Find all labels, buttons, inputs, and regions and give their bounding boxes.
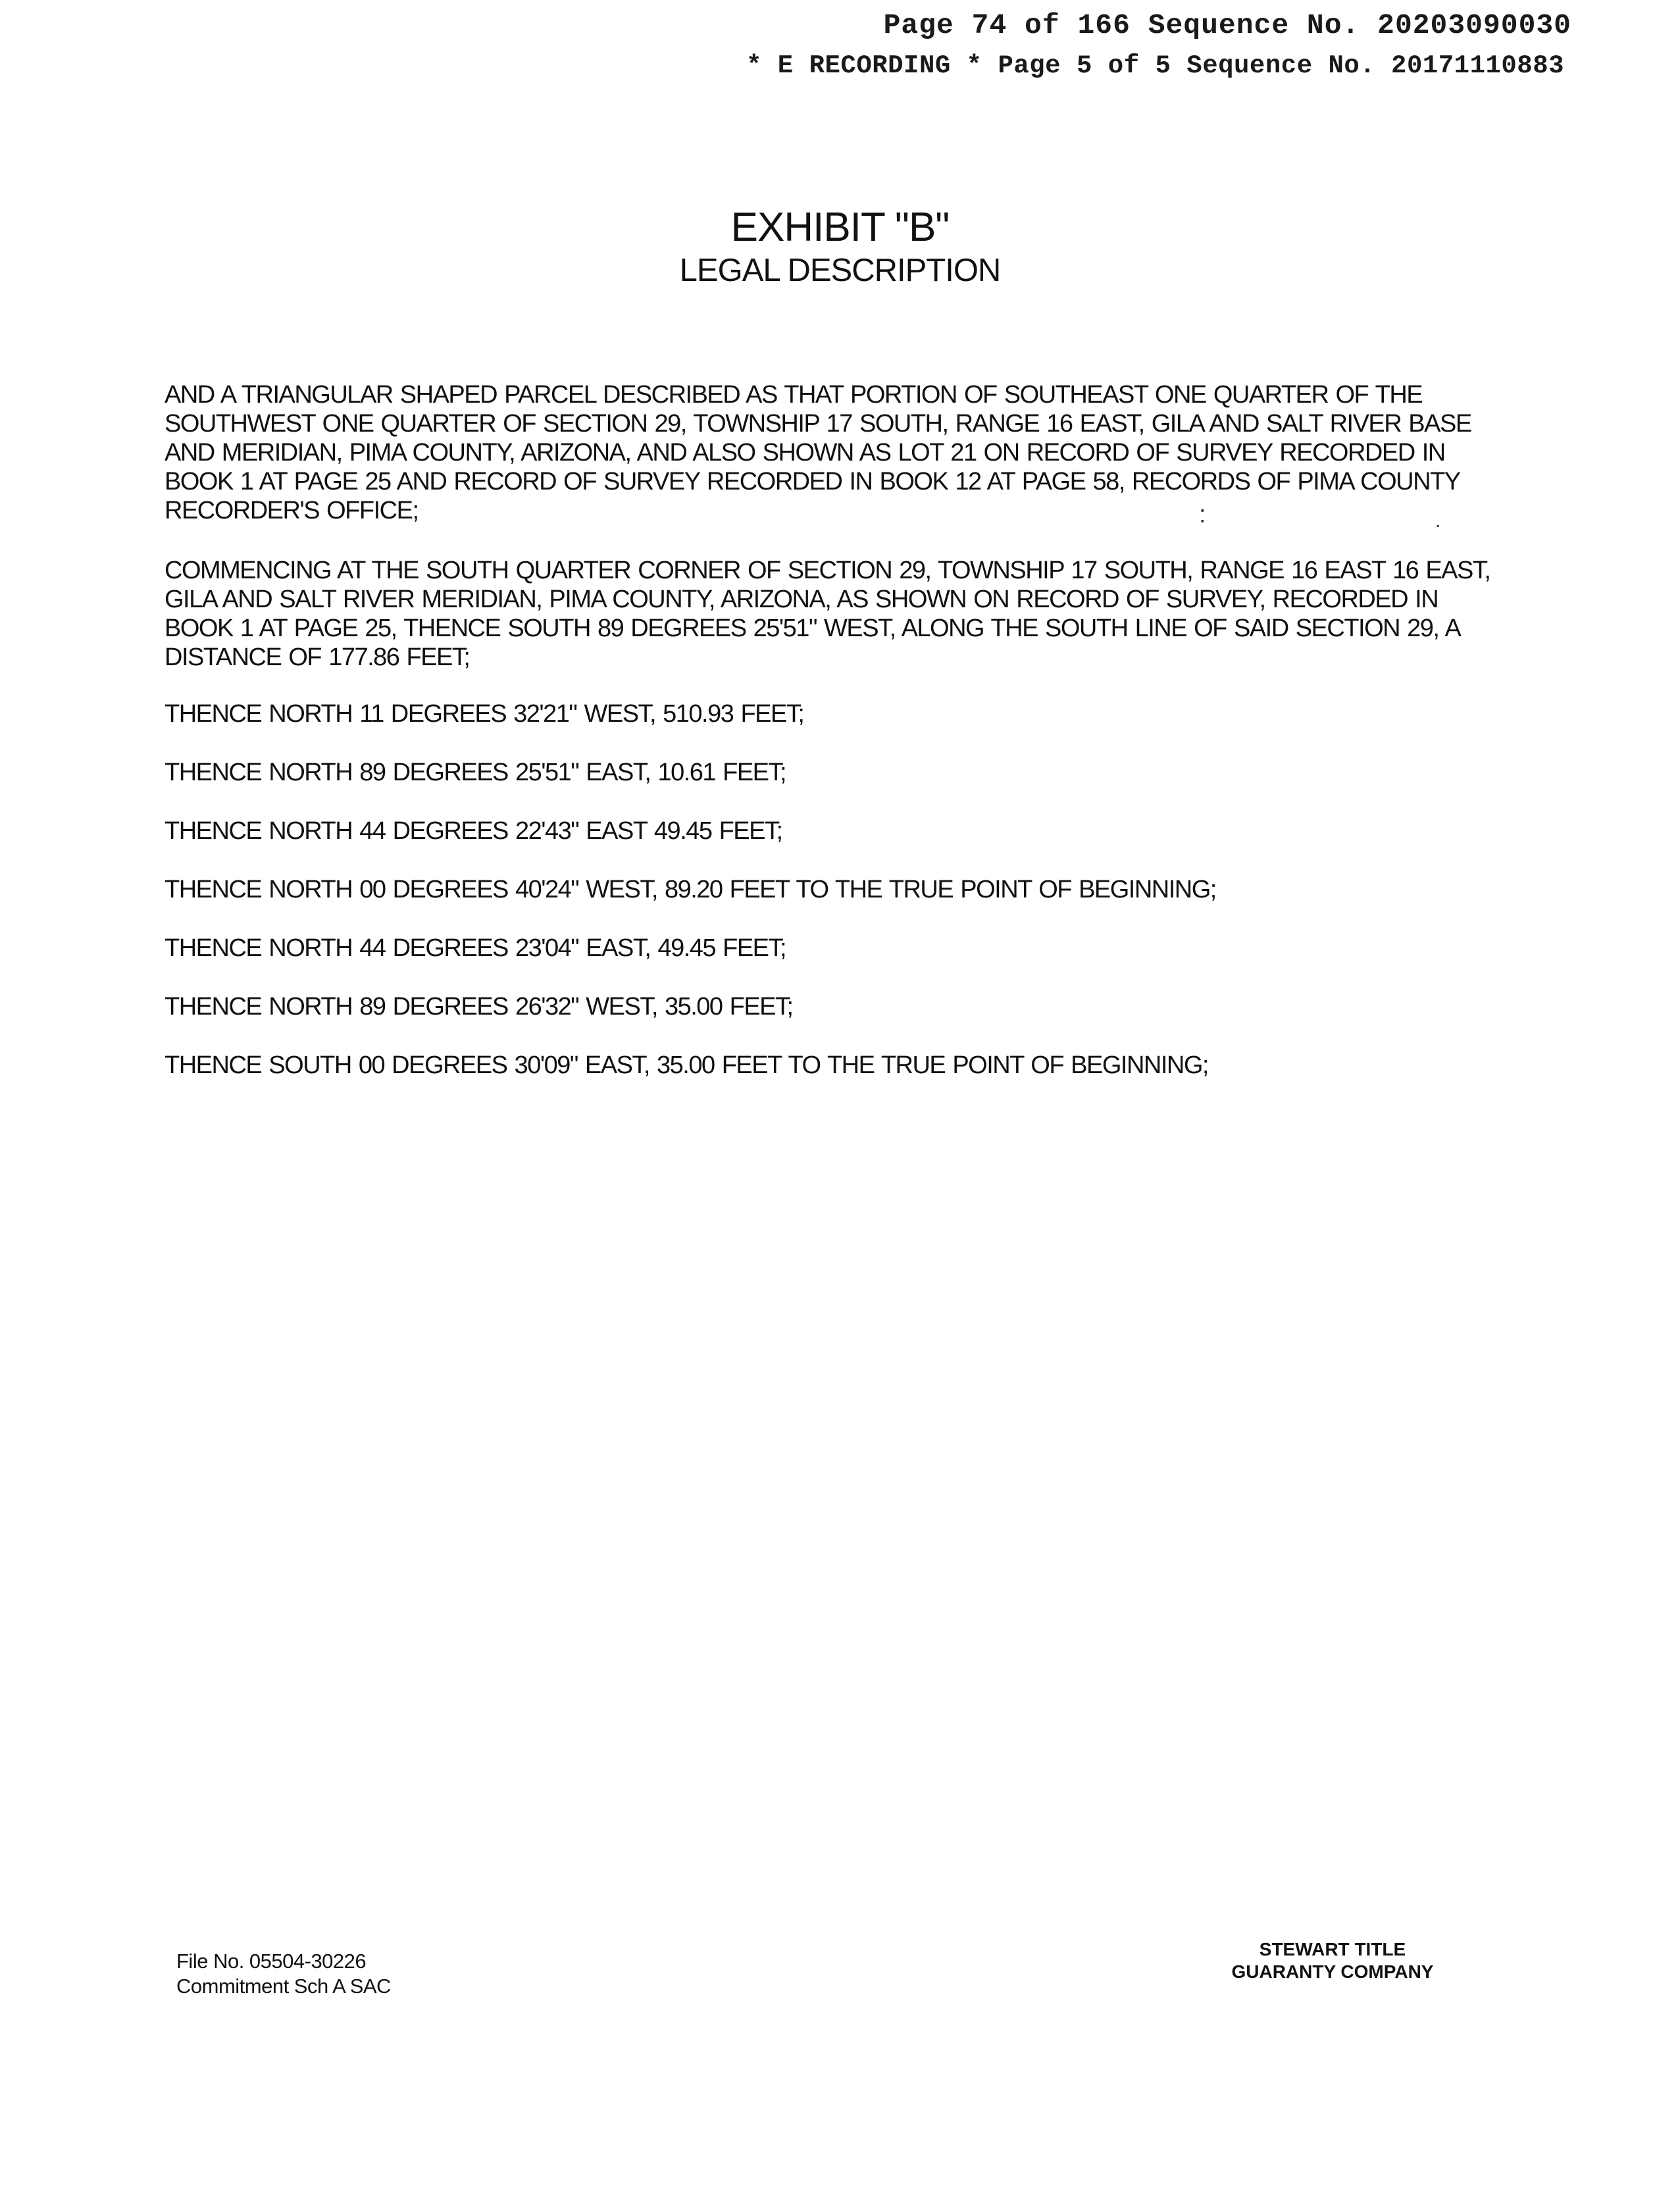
bearing-call: THENCE NORTH 89 DEGREES 25'51" EAST, 10.61 FEET; (165, 759, 786, 786)
stray-dot-mark: . (1435, 510, 1441, 532)
file-number: File No. 05504-30226 (176, 1950, 367, 1973)
footer-file-info (176, 1949, 391, 1999)
bearing-call: THENCE NORTH 00 DEGREES 40'24" WEST, 89.20 FEET TO THE TRUE POINT OF BEGINNING; (165, 876, 1216, 903)
bearing-call: THENCE NORTH 44 DEGREES 22'43" EAST 49.45 FEET; (165, 817, 782, 845)
bearing-call: THENCE NORTH 44 DEGREES 23'04" EAST, 49.45 FEET; (165, 934, 786, 962)
exhibit-subtitle: LEGAL DESCRIPTION (679, 253, 1001, 288)
company-name-line-1: STEWART TITLE (1259, 1939, 1406, 1959)
bearing-call: THENCE SOUTH 00 DEGREES 30'09" EAST, 35.00 FEET TO THE TRUE POINT OF BEGINNING; (165, 1051, 1208, 1079)
company-name-line-2: GUARANTY COMPANY (1231, 1961, 1434, 1982)
bearing-call: THENCE NORTH 89 DEGREES 26'32" WEST, 35.00 FEET; (165, 993, 793, 1021)
exhibit-title: EXHIBIT "B" (730, 205, 950, 250)
title-block (0, 204, 1680, 290)
stray-colon-mark: : (1199, 501, 1206, 528)
bearing-call: THENCE NORTH 11 DEGREES 32'21" WEST, 510.93 FEET; (165, 700, 804, 728)
footer-company (1227, 1938, 1438, 1983)
intro-paragraph: AND A TRIANGULAR SHAPED PARCEL DESCRIBED AS THAT PORTION OF SOUTHEAST ONE QUARTER OF THE SOUTHWEST ONE QUARTER OF SECTION 29, TOWNSHIP 17 SOUTH, RANGE 16 EAST, GILA AND SALT RIVER BASE AND MERIDIAN, PIMA COUNTY, ARIZONA, AND ALSO SHOWN AS LOT 21 ON RECORD OF SURVEY RECORDED IN BOOK 1 AT PAGE 25 AND RECORD OF SURVEY RECORDED IN BOOK 12 AT PAGE 58, RECORDS OF PIMA COUNTY RECORDER'S OFFICE; (165, 381, 1471, 524)
commitment-label: Commitment Sch A SAC (176, 1975, 391, 1998)
bearing-calls-list (165, 699, 1514, 1109)
recording-stamp-line-2: * E RECORDING * Page 5 of 5 Sequence No. 20171110883 (746, 51, 1564, 80)
recording-stamp-line-1: Page 74 of 166 Sequence No. 20203090030 (883, 9, 1571, 41)
commencing-paragraph: COMMENCING AT THE SOUTH QUARTER CORNER OF SECTION 29, TOWNSHIP 17 SOUTH, RANGE 16 EAST 16 EAST, GILA AND SALT RIVER MERIDIAN, PIMA COUNTY, ARIZONA, AS SHOWN ON RECORD OF SURVEY, RECORDED IN BOOK 1 AT PAGE 25, THENCE SOUTH 89 DEGREES 25'51" WEST, ALONG THE SOUTH LINE OF SAID SECTION 29, A DISTANCE OF 177.86 FEET; (165, 557, 1490, 671)
